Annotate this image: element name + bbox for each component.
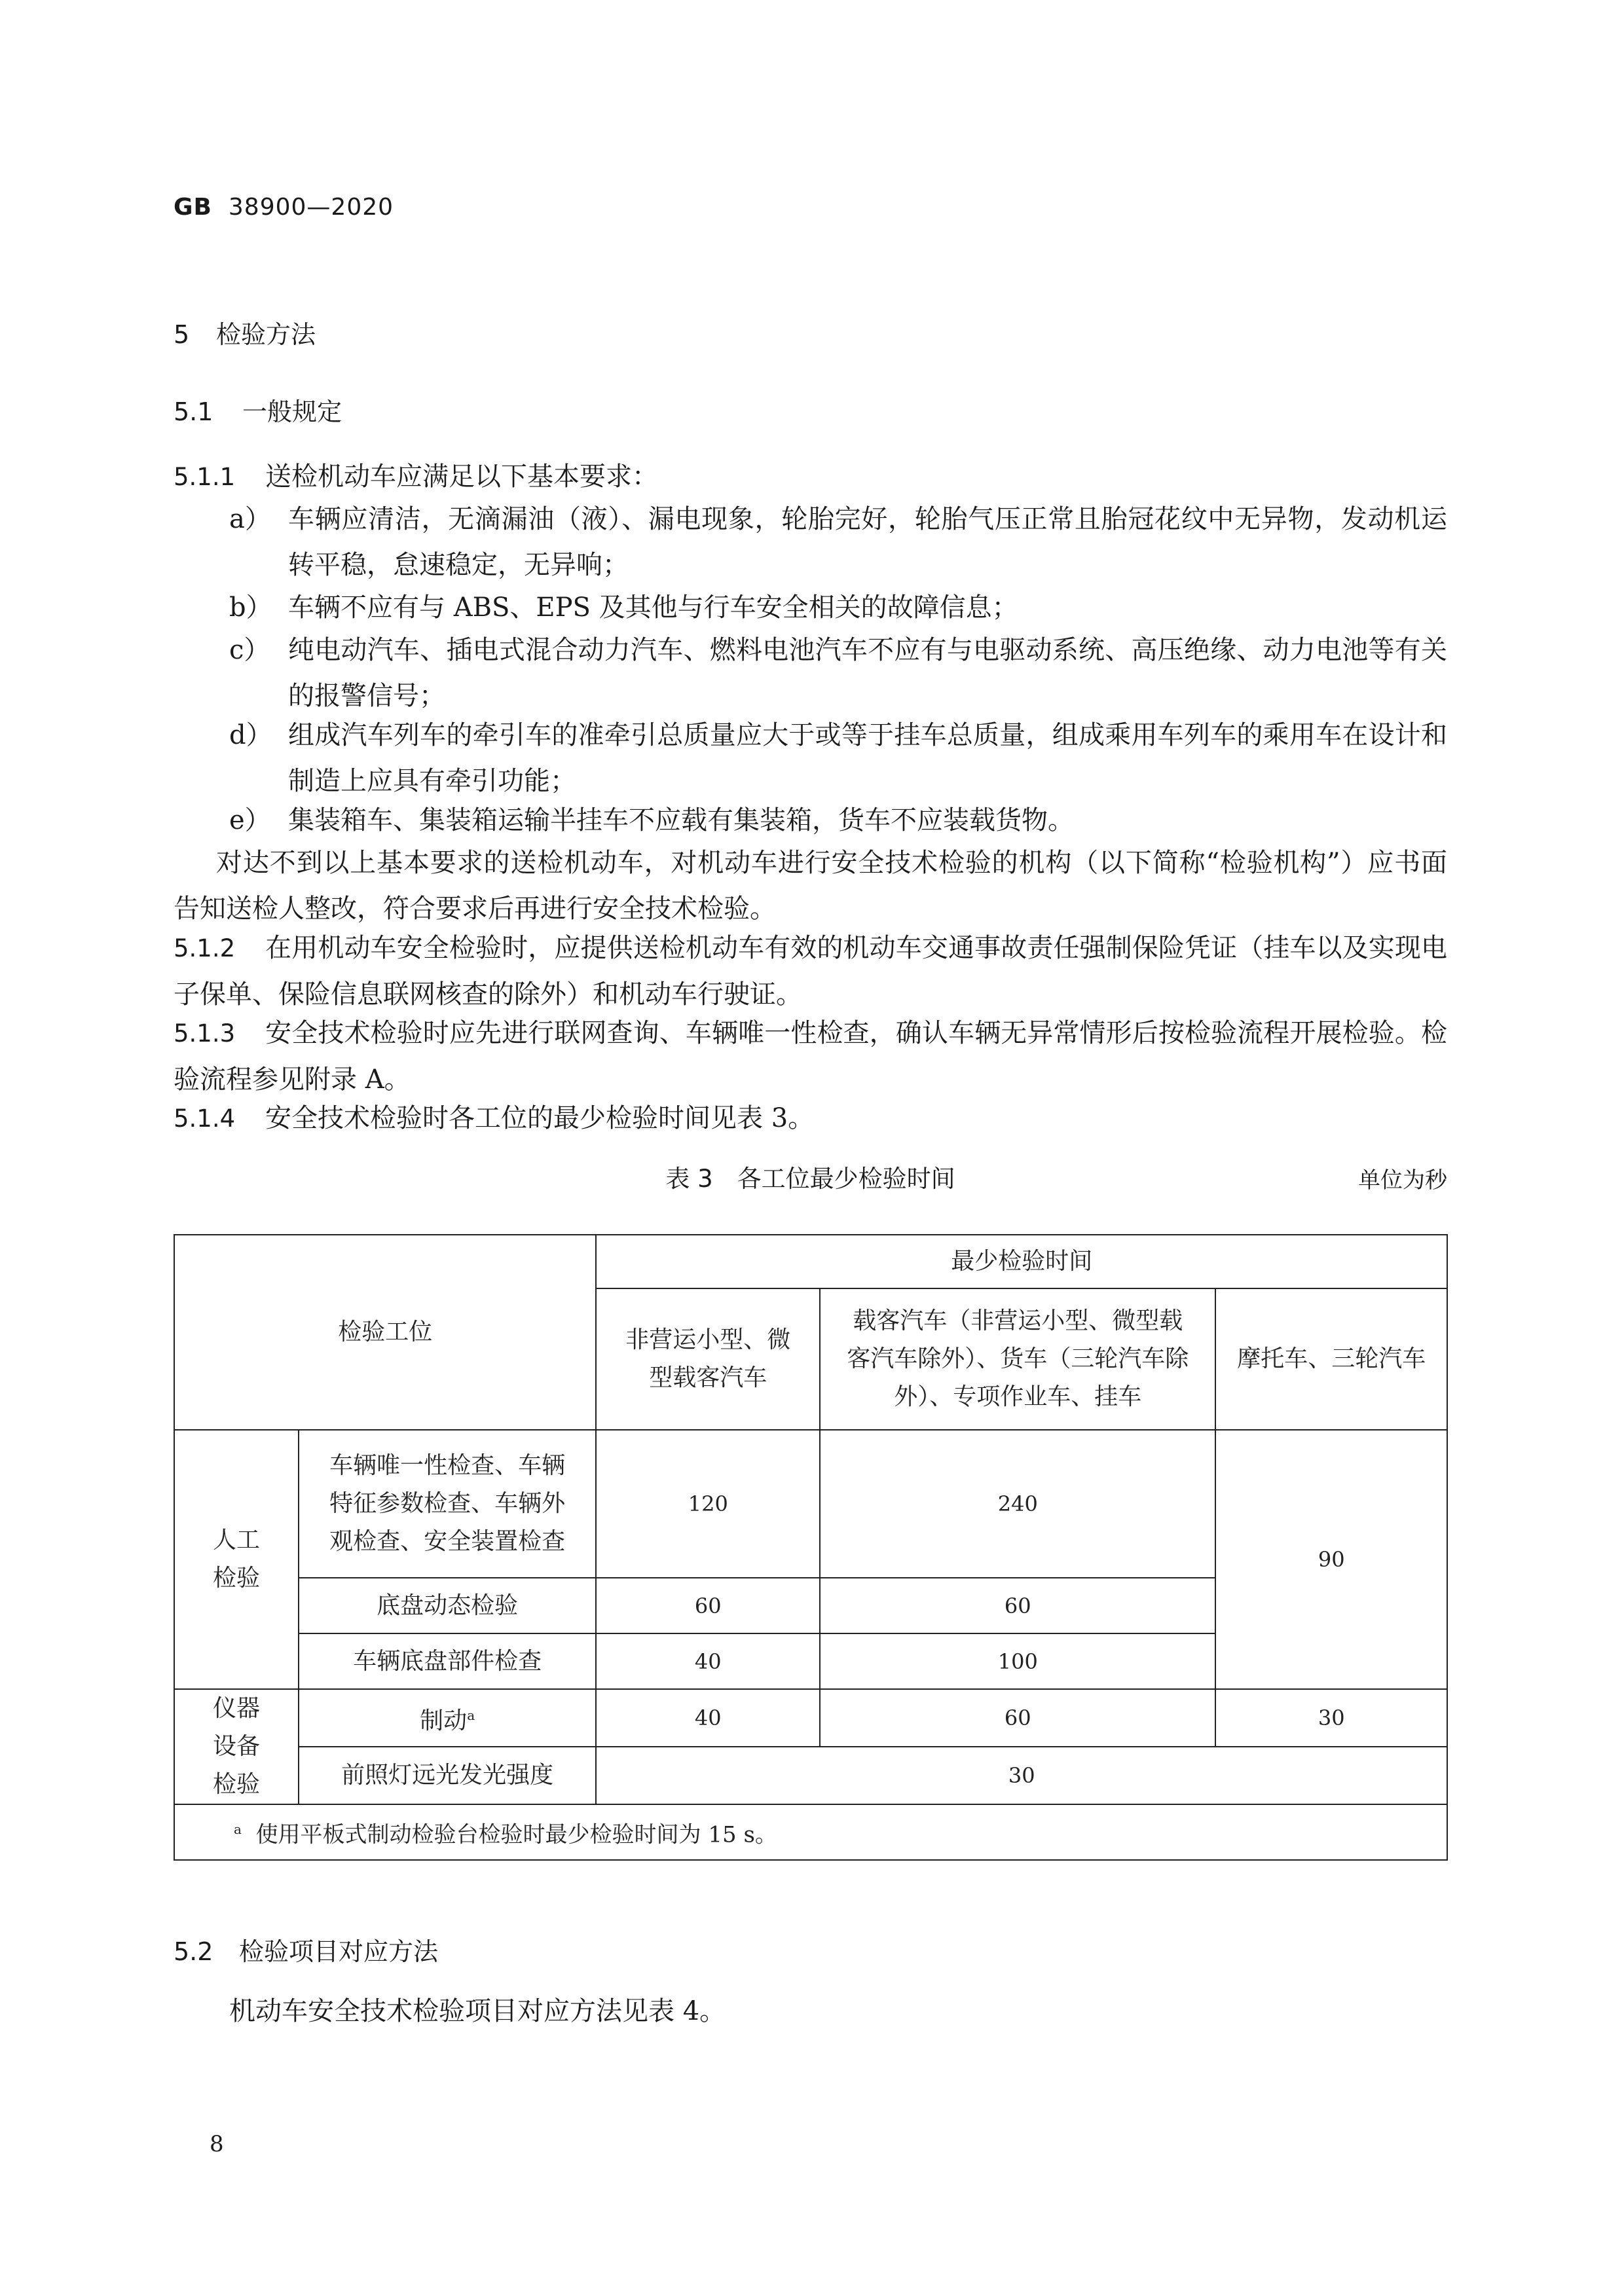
clause-number: 5.1.4 [174, 1104, 236, 1133]
row-value-col1: 120 [596, 1430, 820, 1578]
clause-text: 送检机动车应满足以下基本要求： [265, 462, 658, 492]
header-station: 检验工位 [174, 1235, 596, 1430]
section-title: 一般规定 [242, 397, 342, 426]
list-item-text: 集装箱车、集装箱运输半挂车不应载有集装箱，货车不应装载货物。 [288, 805, 1074, 835]
list-item-label: e） [229, 805, 271, 835]
standard-prefix: GB [174, 194, 212, 221]
header-min-time: 最少检验时间 [596, 1235, 1447, 1288]
clause-5-1-2 [174, 925, 1447, 1017]
clause-number: 5.1.1 [174, 463, 236, 491]
row-value-col2: 60 [820, 1578, 1215, 1633]
clause-text: 安全技术检验时各工位的最少检验时间见表 3。 [265, 1103, 815, 1133]
list-item-b [229, 585, 1447, 630]
list-item-text: 车辆不应有与 ABS、EPS 及其他与行车安全相关的故障信息； [288, 592, 1018, 623]
row-value-col2: 240 [820, 1430, 1215, 1578]
brake-value-col2: 60 [820, 1689, 1215, 1747]
list-item-text: 车辆应清洁，无滴漏油（液）、漏电现象，轮胎完好，轮胎气压正常且胎冠花纹中无异物，发动机运转平稳，怠速稳定，无异响； [288, 504, 1447, 580]
table-footnote [174, 1804, 1447, 1860]
header-col-motorcycle: 摩托车、三轮汽车 [1215, 1288, 1447, 1430]
section-5-2-text: 机动车安全技术检验项目对应方法见表 4。 [229, 1996, 726, 2026]
page-number: 8 [210, 2131, 224, 2157]
header-col-small-passenger: 非营运小型、微型载客汽车 [596, 1288, 820, 1430]
clause-text: 安全技术检验时应先进行联网查询、车辆唯一性检查，确认车辆无异常情形后按检验流程开展检验。检验流程参见附录 A。 [174, 1018, 1447, 1095]
min-inspection-time-table [174, 1234, 1448, 1861]
brake-value-col3: 30 [1215, 1689, 1447, 1747]
section-5-2-heading [174, 1931, 438, 1967]
brake-label: 制动 [420, 1707, 468, 1734]
brake-item [299, 1689, 597, 1747]
group-manual: 人工检验 [174, 1430, 299, 1689]
clause-5-1-1-closing: 对达不到以上基本要求的送检机动车，对机动车进行安全技术检验的机构（以下简称“检验机构”）应书面告知送检人整改，符合要求后再进行安全技术检验。 [174, 848, 1447, 924]
group-instrument: 仪器设备检验 [174, 1689, 299, 1804]
list-item-text: 纯电动汽车、插电式混合动力汽车、燃料电池汽车不应有与电驱动系统、高压绝缘、动力电池等有关的报警信号； [288, 635, 1447, 711]
standard-number: 38900—2020 [228, 194, 394, 221]
section-number: 5 [174, 320, 190, 349]
clause-5-1-1 [174, 454, 1447, 500]
section-number: 5.2 [174, 1937, 213, 1966]
clause-text: 在用机动车安全检验时，应提供送检机动车有效的机动车交通事故责任强制保险凭证（挂车以及实现电子保单、保险信息联网核查的除外）和机动车行驶证。 [174, 933, 1447, 1010]
headlamp-item: 前照灯远光发光强度 [299, 1747, 597, 1804]
list-item-a [229, 496, 1447, 588]
standard-code [174, 194, 394, 221]
list-item-e [229, 797, 1447, 843]
row-value-col1: 60 [596, 1578, 820, 1633]
clause-5-1-4 [174, 1095, 1447, 1142]
section-title: 检验方法 [216, 320, 316, 349]
row-value-col1: 40 [596, 1633, 820, 1689]
list-item-label: d） [229, 720, 272, 750]
manual-value-col3: 90 [1215, 1430, 1447, 1689]
brake-value-col1: 40 [596, 1689, 820, 1747]
row-item: 车辆唯一性检查、车辆特征参数检查、车辆外观检查、安全装置检查 [299, 1430, 597, 1578]
clause-number: 5.1.3 [174, 1019, 236, 1048]
list-item-label: a） [229, 504, 271, 534]
section-5-heading [174, 314, 316, 350]
footnote-mark: a [467, 1707, 475, 1723]
list-item-d [229, 712, 1447, 804]
list-item-label: c） [229, 635, 270, 665]
table-title: 表 3 各工位最少检验时间 [665, 1165, 955, 1193]
row-value-col2: 100 [820, 1633, 1215, 1689]
row-item: 车辆底盘部件检查 [299, 1633, 597, 1689]
footnote-text: 使用平板式制动检验台检验时最少检验时间为 15 s。 [255, 1821, 777, 1848]
section-title: 检验项目对应方法 [239, 1937, 439, 1966]
header-col-passenger-truck: 载客汽车（非营运小型、微型载客汽车除外）、货车（三轮汽车除外）、专项作业车、挂车 [820, 1288, 1215, 1430]
row-item: 底盘动态检验 [299, 1578, 597, 1633]
list-item-text: 组成汽车列车的牵引车的准牵引总质量应大于或等于挂车总质量，组成乘用车列车的乘用车在设计和制造上应具有牵引功能； [288, 720, 1447, 796]
list-item-label: b） [229, 592, 272, 623]
list-item-c [229, 627, 1447, 719]
clause-5-1-3 [174, 1010, 1447, 1102]
table-unit: 单位为秒 [1358, 1167, 1447, 1194]
section-5-1-heading [174, 392, 342, 428]
headlamp-value: 30 [596, 1747, 1447, 1804]
section-number: 5.1 [174, 397, 213, 426]
footnote-mark: a [234, 1821, 242, 1838]
clause-number: 5.1.2 [174, 934, 236, 962]
